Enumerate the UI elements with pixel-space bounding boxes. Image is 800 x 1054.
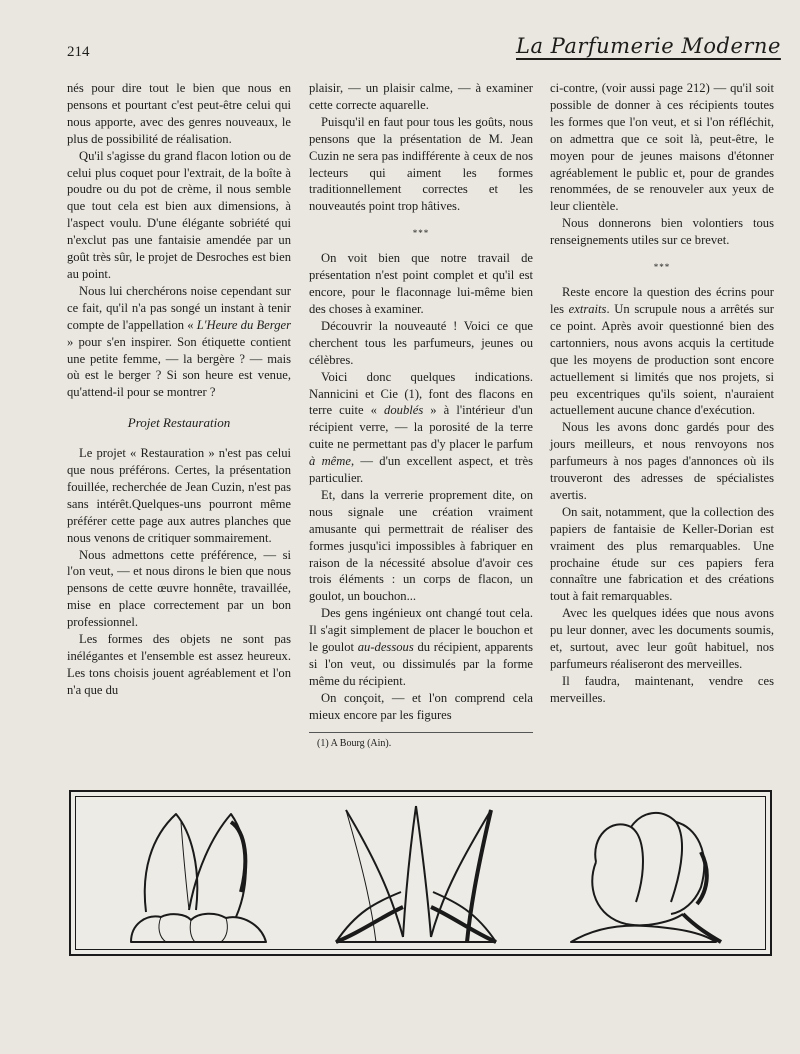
paragraph: Des gens ingénieux ont changé tout cela. Il s'agit simplement de placer le bouchon et le goulot au-dessous du récipient, apparents si l'on veut, ou dissimulés par la forme même du récipient.	[309, 606, 533, 688]
section-heading: Projet Restauration	[127, 415, 231, 431]
flacon-illustration-panel	[69, 790, 772, 956]
paragraph: Il faudra, maintenant, vendre ces merveilles.	[550, 673, 774, 705]
paragraph: Les formes des objets ne sont pas inélégantes et l'ensemble est assez heureux. Les tons choisis jouent agréablement et l'on n'a que du	[67, 632, 291, 697]
paragraph: Et, dans la verrerie proprement dite, on nous signale une création vraiment amusante qui permettrait de réaliser des formes jusqu'ici impossibles à fabriquer en raison de la nécessité absolue d'avoir ces trois éléments : un corps de flacon, un goulot, un bouchon...	[309, 487, 533, 604]
paragraph: Avec les quelques idées que nous avons pu leur donner, avec les documents soumis, et, surtout, avec leur goût habituel, nos parfumeurs réaliseront des merveilles.	[550, 606, 774, 671]
column-2	[309, 80, 533, 750]
paragraph: Reste encore la question des écrins pour les extraits. Un scrupule nous a arrêtés sur ce point. Après avoir questionné bien des cartonniers, nous avons acquis la certitude que les moyens de production sont encore actuellement si limités que nos projets, si peu excentriques qu'ils soient, n'auraient actuellement aucune chance d'exécution.	[550, 285, 774, 418]
paragraph: Nous admettons cette préférence, — si l'on veut, — et nous dirons le bien que nous pensons de cette œuvre honnête, travaillée, mise en place correctement par un bon professionnel.	[67, 547, 291, 630]
column-1	[67, 80, 291, 699]
paragraph: nés pour dire tout le bien que nous en pensons et pourtant c'est peut-être celui qui nous apporte, avec des genres nouveaux, le plus de possibilité de réalisation.	[67, 81, 291, 146]
paragraph: On sait, notamment, que la collection des papiers de fantaisie de Keller-Dorian est vraiment des plus remarquables. Une prochaine étude sur ces papiers fera connaître une fabrication et des créations tout à fait remarquables.	[550, 504, 774, 604]
paragraph: Voici donc quelques indications. Nannicini et Cie (1), font des flacons en terre cuite « doublés » à l'intérieur d'un récipient verre, — la porosité de la terre cuite ne permettant pas d'y placer le parfum à même, — d'un excellent aspect, et très particulier.	[309, 369, 533, 486]
paragraph: Nous les avons donc gardés pour des jours meilleurs, et nous renvoyons nos parfumeurs à nos pages d'annonces où ils trouveront des adresses de spécialistes avertis.	[550, 420, 774, 502]
paragraph: On conçoit, — et l'on comprend cela mieux encore par les figures	[309, 690, 533, 722]
section-divider-stars: ***	[653, 262, 671, 273]
paragraph: Nous lui cherchérons noise cependant sur ce fait, qu'il n'a pas songé un instant à tenir compte de l'appellation « L'Heure du Berger » pour s'en inspirer. Son étiquette contient une petite femme, — la bergère ? — mais où est le berger ? Si son heure est venue, qu'attend-il pour se montrer ?	[67, 283, 291, 400]
flacon-sketches	[71, 792, 774, 958]
column-3	[550, 80, 774, 707]
page-number: 214	[67, 44, 90, 60]
magazine-title: La Parfumerie Moderne	[516, 34, 781, 58]
paragraph: Qu'il s'agisse du grand flacon lotion ou de celui plus coquet pour l'extrait, de la boîte à poudre ou du pot de crème, il nous semble que tout cela est bien aux dimensions, à l'aspect voulu. D'une élégante sobriété qui n'exclut pas une fantaisie amendée par un goût très sûr, le projet de Desroches est bien au point.	[67, 148, 291, 281]
flacon-sketch-leaves	[336, 806, 496, 942]
paragraph: ci-contre, (voir aussi page 212) — qu'il soit possible de donner à ces récipients toutes les formes que l'on veut, et si l'on réfléchit, on admettra que ce soit là, peut-être, le moyen pour de jeunes maisons d'étonner agréablement le public et, pour de grandes renommées, de se renouveler aux yeux de leur clientèle.	[550, 81, 774, 214]
flacon-sketch-tulip	[571, 813, 721, 942]
paragraph: Nous donnerons bien volontiers tous renseignements utiles sur ce brevet.	[550, 216, 774, 248]
footnote-rule	[309, 732, 533, 733]
footnote: (1) A Bourg (Ain).	[317, 737, 392, 749]
italic-title: L'Heure du Berger	[196, 317, 291, 332]
paragraph: plaisir, — un plaisir calme, — à examiner cette correcte aquarelle.	[309, 81, 533, 112]
paragraph: Découvrir la nouveauté ! Voici ce que cherchent tous les parfumeurs, jeunes ou célèbres.	[309, 318, 533, 367]
paragraph: On voit bien que notre travail de présentation n'est point complet et qu'il est encore, pour le flaconnage lui-même bien des choses à examiner.	[309, 251, 533, 316]
paragraph: Puisqu'il en faut pour tous les goûts, nous pensons que la présentation de M. Jean Cuzin ne sera pas indifférente à ceux de nos lecteurs qui aiment les formes traditionnellement correctes et les nouveautés point trop hâtives.	[309, 114, 533, 214]
section-divider-stars: ***	[412, 228, 430, 239]
paragraph: Le projet « Restauration » n'est pas celui que nous préférons. Certes, la présentation fouillée, recherchée de Jean Cuzin, n'est pas sans intérêt.Quelques-uns pourront même préférer cette page aux autres planches que nous venons de critiquer sommairement.	[67, 446, 291, 545]
flacon-sketch-bud	[131, 814, 266, 942]
